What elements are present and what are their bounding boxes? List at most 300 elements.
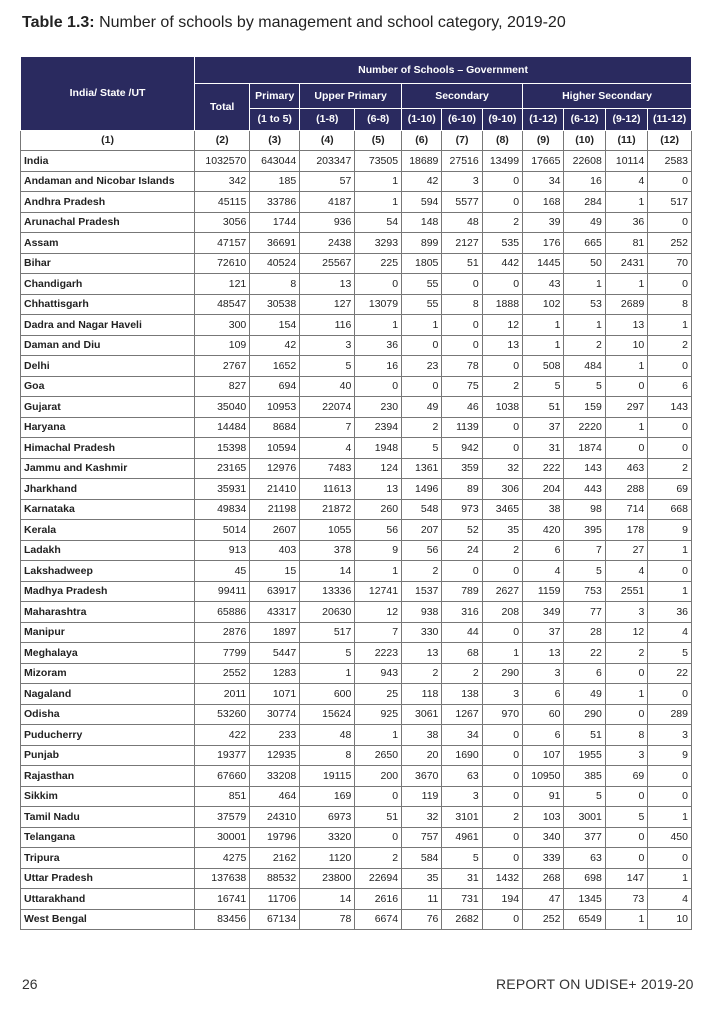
value-cell: 3 [523, 663, 564, 684]
value-cell: 3 [648, 725, 692, 746]
state-name-cell: Sikkim [21, 786, 195, 807]
value-cell: 3320 [300, 827, 355, 848]
value-cell: 2162 [250, 848, 300, 869]
value-cell: 6 [523, 684, 564, 705]
value-cell: 49 [564, 684, 605, 705]
value-cell: 584 [402, 848, 442, 869]
value-cell: 1432 [482, 868, 522, 889]
value-cell: 420 [523, 520, 564, 541]
value-cell: 851 [195, 786, 250, 807]
table-row [21, 868, 692, 889]
value-cell: 22608 [564, 151, 605, 172]
value-cell: 1 [648, 807, 692, 828]
value-cell: 3 [605, 745, 647, 766]
value-cell: 942 [442, 438, 482, 459]
value-cell: 3465 [482, 499, 522, 520]
value-cell: 0 [482, 909, 522, 930]
value-cell: 21872 [300, 499, 355, 520]
value-cell: 138 [442, 684, 482, 705]
value-cell: 51 [523, 397, 564, 418]
state-name-cell: Daman and Diu [21, 335, 195, 356]
value-cell: 668 [648, 499, 692, 520]
table-number: Table 1.3: [22, 14, 95, 31]
column-number-cell: (6) [402, 131, 442, 151]
value-cell: 7 [564, 540, 605, 561]
table-row [21, 807, 692, 828]
value-cell: 450 [648, 827, 692, 848]
value-cell: 1897 [250, 622, 300, 643]
value-cell: 204 [523, 479, 564, 500]
value-cell: 970 [482, 704, 522, 725]
value-cell: 5 [523, 376, 564, 397]
table-caption: Number of schools by management and school category, 2019-20 [99, 14, 566, 31]
table-row [21, 602, 692, 623]
value-cell: 45 [195, 561, 250, 582]
value-cell: 0 [482, 417, 522, 438]
value-cell: 109 [195, 335, 250, 356]
value-cell: 11706 [250, 889, 300, 910]
value-cell: 23800 [300, 868, 355, 889]
value-cell: 13 [300, 274, 355, 295]
table-row [21, 499, 692, 520]
value-cell: 118 [402, 684, 442, 705]
value-cell: 339 [523, 848, 564, 869]
value-cell: 10 [605, 335, 647, 356]
column-number-cell: (2) [195, 131, 250, 151]
value-cell: 83456 [195, 909, 250, 930]
value-cell: 32 [482, 458, 522, 479]
value-cell: 19377 [195, 745, 250, 766]
value-cell: 10594 [250, 438, 300, 459]
value-cell: 268 [523, 868, 564, 889]
value-cell: 0 [482, 848, 522, 869]
value-cell: 5 [442, 848, 482, 869]
value-cell: 5 [605, 807, 647, 828]
column-number-cell: (11) [605, 131, 647, 151]
table-row [21, 848, 692, 869]
value-cell: 5014 [195, 520, 250, 541]
state-name-cell: Tamil Nadu [21, 807, 195, 828]
value-cell: 34 [523, 171, 564, 192]
value-cell: 2627 [482, 581, 522, 602]
value-cell: 0 [482, 827, 522, 848]
value-cell: 12935 [250, 745, 300, 766]
value-cell: 342 [195, 171, 250, 192]
value-cell: 75 [442, 376, 482, 397]
value-cell: 16741 [195, 889, 250, 910]
value-cell: 0 [648, 212, 692, 233]
state-name-cell: Telangana [21, 827, 195, 848]
value-cell: 1 [355, 171, 402, 192]
value-cell: 594 [402, 192, 442, 213]
value-cell: 54 [355, 212, 402, 233]
column-number-cell: (4) [300, 131, 355, 151]
value-cell: 0 [482, 622, 522, 643]
value-cell: 1139 [442, 417, 482, 438]
value-cell: 23 [402, 356, 442, 377]
value-cell: 0 [648, 848, 692, 869]
table-row [21, 889, 692, 910]
column-number-cell: (12) [648, 131, 692, 151]
state-name-cell: Uttarakhand [21, 889, 195, 910]
value-cell: 22 [648, 663, 692, 684]
state-name-cell: West Bengal [21, 909, 195, 930]
value-cell: 1955 [564, 745, 605, 766]
state-name-cell: Rajasthan [21, 766, 195, 787]
value-cell: 185 [250, 171, 300, 192]
value-cell: 757 [402, 827, 442, 848]
value-cell: 43317 [250, 602, 300, 623]
value-cell: 2 [442, 663, 482, 684]
value-cell: 300 [195, 315, 250, 336]
value-cell: 442 [482, 253, 522, 274]
value-cell: 2220 [564, 417, 605, 438]
state-name-cell: Kerala [21, 520, 195, 541]
table-row [21, 376, 692, 397]
state-name-cell: Jharkhand [21, 479, 195, 500]
value-cell: 31 [523, 438, 564, 459]
value-cell: 200 [355, 766, 402, 787]
value-cell: 289 [648, 704, 692, 725]
value-cell: 1 [355, 315, 402, 336]
value-cell: 27516 [442, 151, 482, 172]
value-cell: 2431 [605, 253, 647, 274]
value-cell: 233 [250, 725, 300, 746]
value-cell: 69 [648, 479, 692, 500]
value-cell: 49 [564, 212, 605, 233]
state-name-cell: Himachal Pradesh [21, 438, 195, 459]
value-cell: 23165 [195, 458, 250, 479]
value-cell: 22074 [300, 397, 355, 418]
value-cell: 0 [648, 274, 692, 295]
value-cell: 1 [564, 274, 605, 295]
state-name-cell: Gujarat [21, 397, 195, 418]
sub-header-cell: (9-12) [605, 109, 647, 131]
value-cell: 5 [564, 786, 605, 807]
value-cell: 37 [523, 417, 564, 438]
value-cell: 38 [402, 725, 442, 746]
value-cell: 56 [402, 540, 442, 561]
value-cell: 548 [402, 499, 442, 520]
value-cell: 0 [355, 376, 402, 397]
value-cell: 3056 [195, 212, 250, 233]
value-cell: 1 [648, 315, 692, 336]
state-name-cell: Maharashtra [21, 602, 195, 623]
table-row [21, 171, 692, 192]
value-cell: 20 [402, 745, 442, 766]
value-cell: 13 [605, 315, 647, 336]
value-cell: 15624 [300, 704, 355, 725]
value-cell: 0 [442, 315, 482, 336]
sub-header-cell: (6-12) [564, 109, 605, 131]
value-cell: 6 [523, 725, 564, 746]
value-cell: 0 [605, 848, 647, 869]
value-cell: 169 [300, 786, 355, 807]
value-cell: 56 [355, 520, 402, 541]
value-cell: 16 [564, 171, 605, 192]
value-cell: 4 [605, 561, 647, 582]
value-cell: 349 [523, 602, 564, 623]
value-cell: 25567 [300, 253, 355, 274]
value-cell: 22 [564, 643, 605, 664]
value-cell: 316 [442, 602, 482, 623]
value-cell: 1032570 [195, 151, 250, 172]
value-cell: 1 [355, 725, 402, 746]
state-name-cell: Manipur [21, 622, 195, 643]
higher-secondary-header: Higher Secondary [523, 84, 692, 109]
value-cell: 0 [648, 417, 692, 438]
table-row [21, 643, 692, 664]
table-row [21, 458, 692, 479]
column-number-cell: (7) [442, 131, 482, 151]
value-cell: 35 [482, 520, 522, 541]
state-name-cell: Assam [21, 233, 195, 254]
page-number: 26 [22, 976, 38, 992]
value-cell: 91 [523, 786, 564, 807]
table-row [21, 663, 692, 684]
value-cell: 0 [442, 335, 482, 356]
value-cell: 35 [402, 868, 442, 889]
value-cell: 0 [482, 192, 522, 213]
secondary-header: Secondary [402, 84, 523, 109]
value-cell: 443 [564, 479, 605, 500]
state-name-cell: Karnataka [21, 499, 195, 520]
value-cell: 0 [482, 786, 522, 807]
table-row [21, 151, 692, 172]
state-column-header: India/ State /UT [21, 57, 195, 131]
state-name-cell: Odisha [21, 704, 195, 725]
value-cell: 52 [442, 520, 482, 541]
value-cell: 168 [523, 192, 564, 213]
value-cell: 225 [355, 253, 402, 274]
value-cell: 60 [523, 704, 564, 725]
value-cell: 1 [300, 663, 355, 684]
value-cell: 143 [564, 458, 605, 479]
value-cell: 284 [564, 192, 605, 213]
value-cell: 4 [648, 889, 692, 910]
value-cell: 8684 [250, 417, 300, 438]
value-cell: 385 [564, 766, 605, 787]
sub-header-cell: (6-8) [355, 109, 402, 131]
value-cell: 98 [564, 499, 605, 520]
value-cell: 89 [442, 479, 482, 500]
value-cell: 0 [402, 376, 442, 397]
value-cell: 377 [564, 827, 605, 848]
value-cell: 42 [250, 335, 300, 356]
value-cell: 137638 [195, 868, 250, 889]
value-cell: 19796 [250, 827, 300, 848]
value-cell: 2 [564, 335, 605, 356]
table-row [21, 540, 692, 561]
value-cell: 47157 [195, 233, 250, 254]
sub-header-cell: (1-12) [523, 109, 564, 131]
value-cell: 55 [402, 294, 442, 315]
value-cell: 3001 [564, 807, 605, 828]
value-cell: 2223 [355, 643, 402, 664]
schools-table [20, 56, 692, 930]
value-cell: 0 [482, 766, 522, 787]
value-cell: 35040 [195, 397, 250, 418]
value-cell: 463 [605, 458, 647, 479]
value-cell: 2607 [250, 520, 300, 541]
value-cell: 49 [402, 397, 442, 418]
value-cell: 330 [402, 622, 442, 643]
value-cell: 827 [195, 376, 250, 397]
value-cell: 63917 [250, 581, 300, 602]
value-cell: 8 [250, 274, 300, 295]
value-cell: 3 [300, 335, 355, 356]
value-cell: 0 [605, 376, 647, 397]
state-name-cell: Andaman and Nicobar Islands [21, 171, 195, 192]
value-cell: 1537 [402, 581, 442, 602]
value-cell: 0 [648, 356, 692, 377]
value-cell: 178 [605, 520, 647, 541]
sub-header-cell: (1 to 5) [250, 109, 300, 131]
value-cell: 290 [482, 663, 522, 684]
table-row [21, 397, 692, 418]
value-cell: 2767 [195, 356, 250, 377]
total-header: Total [195, 84, 250, 131]
value-cell: 913 [195, 540, 250, 561]
value-cell: 0 [648, 684, 692, 705]
value-cell: 203347 [300, 151, 355, 172]
value-cell: 4 [648, 622, 692, 643]
value-cell: 7483 [300, 458, 355, 479]
value-cell: 39 [523, 212, 564, 233]
value-cell: 55 [402, 274, 442, 295]
value-cell: 21198 [250, 499, 300, 520]
value-cell: 42 [402, 171, 442, 192]
value-cell: 0 [648, 438, 692, 459]
value-cell: 2650 [355, 745, 402, 766]
table-row [21, 417, 692, 438]
value-cell: 395 [564, 520, 605, 541]
state-name-cell: Arunachal Pradesh [21, 212, 195, 233]
value-cell: 51 [442, 253, 482, 274]
value-cell: 4 [300, 438, 355, 459]
value-cell: 13 [482, 335, 522, 356]
value-cell: 68 [442, 643, 482, 664]
value-cell: 2552 [195, 663, 250, 684]
value-cell: 176 [523, 233, 564, 254]
value-cell: 50 [564, 253, 605, 274]
value-cell: 973 [442, 499, 482, 520]
value-cell: 5447 [250, 643, 300, 664]
value-cell: 5577 [442, 192, 482, 213]
value-cell: 63 [442, 766, 482, 787]
value-cell: 18689 [402, 151, 442, 172]
value-cell: 65886 [195, 602, 250, 623]
value-cell: 6549 [564, 909, 605, 930]
value-cell: 3 [442, 171, 482, 192]
table-row [21, 581, 692, 602]
state-name-cell: Chhattisgarh [21, 294, 195, 315]
value-cell: 422 [195, 725, 250, 746]
value-cell: 1 [648, 868, 692, 889]
value-cell: 13 [523, 643, 564, 664]
state-name-cell: Bihar [21, 253, 195, 274]
value-cell: 25 [355, 684, 402, 705]
table-row [21, 745, 692, 766]
value-cell: 2 [402, 561, 442, 582]
value-cell: 943 [355, 663, 402, 684]
value-cell: 936 [300, 212, 355, 233]
value-cell: 47 [523, 889, 564, 910]
value-cell: 0 [648, 171, 692, 192]
value-cell: 2 [648, 458, 692, 479]
value-cell: 2394 [355, 417, 402, 438]
value-cell: 22694 [355, 868, 402, 889]
state-name-cell: Tripura [21, 848, 195, 869]
value-cell: 1 [605, 274, 647, 295]
state-name-cell: Nagaland [21, 684, 195, 705]
value-cell: 53 [564, 294, 605, 315]
value-cell: 48 [300, 725, 355, 746]
value-cell: 252 [523, 909, 564, 930]
value-cell: 1874 [564, 438, 605, 459]
value-cell: 1 [523, 315, 564, 336]
value-cell: 103 [523, 807, 564, 828]
value-cell: 1283 [250, 663, 300, 684]
value-cell: 78 [442, 356, 482, 377]
value-cell: 5 [564, 376, 605, 397]
value-cell: 1345 [564, 889, 605, 910]
value-cell: 2 [648, 335, 692, 356]
value-cell: 7 [355, 622, 402, 643]
table-row [21, 909, 692, 930]
table-row [21, 704, 692, 725]
value-cell: 288 [605, 479, 647, 500]
value-cell: 81 [605, 233, 647, 254]
value-cell: 508 [523, 356, 564, 377]
table-row [21, 725, 692, 746]
value-cell: 535 [482, 233, 522, 254]
value-cell: 3 [482, 684, 522, 705]
value-cell: 38 [523, 499, 564, 520]
value-cell: 154 [250, 315, 300, 336]
value-cell: 3 [442, 786, 482, 807]
value-cell: 2 [402, 663, 442, 684]
value-cell: 403 [250, 540, 300, 561]
value-cell: 694 [250, 376, 300, 397]
value-cell: 15 [250, 561, 300, 582]
value-cell: 12741 [355, 581, 402, 602]
value-cell: 36 [648, 602, 692, 623]
value-cell: 3061 [402, 704, 442, 725]
value-cell: 99411 [195, 581, 250, 602]
value-cell: 899 [402, 233, 442, 254]
value-cell: 0 [605, 786, 647, 807]
table-row [21, 622, 692, 643]
value-cell: 8 [605, 725, 647, 746]
value-cell: 10953 [250, 397, 300, 418]
value-cell: 2 [482, 376, 522, 397]
value-cell: 5 [300, 356, 355, 377]
value-cell: 0 [648, 786, 692, 807]
value-cell: 2 [355, 848, 402, 869]
table-row [21, 356, 692, 377]
value-cell: 2127 [442, 233, 482, 254]
value-cell: 49834 [195, 499, 250, 520]
upper-primary-header: Upper Primary [300, 84, 402, 109]
value-cell: 1805 [402, 253, 442, 274]
value-cell: 0 [442, 561, 482, 582]
value-cell: 10 [648, 909, 692, 930]
value-cell: 11 [402, 889, 442, 910]
state-name-cell: Chandigarh [21, 274, 195, 295]
value-cell: 13499 [482, 151, 522, 172]
value-cell: 1 [355, 192, 402, 213]
